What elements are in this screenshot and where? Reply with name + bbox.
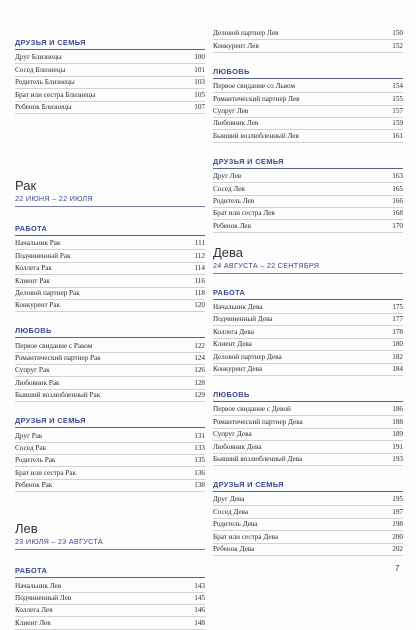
toc-entry[interactable]	[213, 208, 403, 220]
toc-entry-title: Романтический партнер Лев	[213, 94, 300, 103]
toc-entry-title: Конкурент Дева	[213, 365, 263, 374]
toc-entry-title: Брат или сестра Близнецы	[15, 90, 96, 99]
toc-entry-title: Романтический партнер Рак	[15, 354, 101, 363]
toc-entry[interactable]	[213, 544, 403, 556]
toc-entry[interactable]	[15, 64, 205, 76]
toc-entry[interactable]	[213, 314, 403, 326]
toc-entry-title: Конкурент Лев	[213, 41, 259, 50]
toc-entry[interactable]	[15, 617, 205, 629]
toc-entry[interactable]	[213, 326, 403, 338]
toc-entry-page: 184	[392, 365, 403, 374]
toc-entry-title: Ребенок Лев	[213, 221, 251, 230]
toc-entry[interactable]	[213, 339, 403, 351]
toc-entry-title: Коллега Лев	[15, 606, 53, 615]
toc-entry[interactable]	[213, 93, 403, 105]
toc-entry[interactable]	[213, 196, 403, 208]
toc-group	[15, 52, 205, 114]
sign-dates: 23 ИЮЛЯ – 23 АВГУСТА	[15, 537, 103, 547]
toc-entry-page: 101	[194, 65, 205, 74]
toc-entry[interactable]	[213, 28, 403, 40]
toc-group	[15, 580, 205, 630]
toc-entry-title: Сосед Дева	[213, 507, 249, 516]
toc-entry[interactable]	[15, 443, 205, 455]
toc-entry-title: Любовник Рак	[15, 378, 60, 387]
toc-entry[interactable]	[15, 340, 205, 352]
toc-entry-title: Начальник Дева	[213, 303, 263, 312]
toc-entry[interactable]	[213, 404, 403, 416]
toc-entry[interactable]	[213, 429, 403, 441]
section-heading: ДРУЗЬЯ И СЕМЬЯ	[15, 416, 86, 426]
toc-entry[interactable]	[15, 593, 205, 605]
toc-group	[213, 302, 403, 376]
toc-entry-page: 165	[392, 184, 403, 193]
toc-entry-title: Любовник Дева	[213, 442, 262, 451]
toc-entry-page: 146	[194, 606, 205, 615]
toc-entry[interactable]	[15, 353, 205, 365]
toc-entry-page: 155	[392, 94, 403, 103]
toc-entry[interactable]	[15, 275, 205, 287]
divider	[213, 168, 403, 169]
toc-entry-title: Первое свидание с Раком	[15, 341, 93, 350]
toc-entry-title: Начальник Рак	[15, 239, 61, 248]
toc-group	[213, 404, 403, 466]
toc-entry-page: 133	[194, 444, 205, 453]
toc-entry[interactable]	[213, 506, 403, 518]
toc-entry[interactable]	[15, 480, 205, 492]
toc-entry-title: Коллега Дева	[213, 327, 254, 336]
divider	[213, 491, 403, 492]
toc-entry[interactable]	[213, 81, 403, 93]
toc-entry[interactable]	[213, 40, 403, 52]
toc-entry-page: 103	[194, 78, 205, 87]
toc-entry-page: 138	[194, 481, 205, 490]
toc-entry[interactable]	[15, 263, 205, 275]
toc-entry-title: Родитель Рак	[15, 456, 56, 465]
toc-entry-title: Брат или сестра Дева	[213, 532, 279, 541]
toc-entry-page: 202	[392, 544, 403, 553]
toc-entry-title: Бывший возлюбленный Лев	[213, 131, 299, 140]
toc-entry-page: 166	[392, 196, 403, 205]
toc-entry-page: 105	[194, 90, 205, 99]
toc-entry-title: Романтический партнер Дева	[213, 417, 303, 426]
toc-entry-page: 178	[392, 327, 403, 336]
toc-entry[interactable]	[15, 89, 205, 101]
toc-entry-page: 197	[392, 507, 403, 516]
toc-entry-page: 126	[194, 366, 205, 375]
toc-entry-title: Любовник Лев	[213, 119, 259, 128]
toc-entry-page: 157	[392, 106, 403, 115]
toc-entry-title: Родитель Близнецы	[15, 78, 75, 87]
sign-dates: 22 ИЮНЯ – 22 ИЮЛЯ	[15, 193, 93, 203]
toc-entry[interactable]	[15, 288, 205, 300]
toc-entry[interactable]	[15, 390, 205, 402]
toc-entry-title: Подчиненный Дева	[213, 315, 273, 324]
toc-entry[interactable]	[15, 300, 205, 312]
section-heading: РАБОТА	[213, 287, 246, 297]
toc-entry-title: Ребенок Рак	[15, 481, 53, 490]
toc-entry-page: 116	[194, 276, 205, 285]
toc-entry-page: 131	[194, 431, 205, 440]
toc-entry-page: 180	[392, 340, 403, 349]
toc-entry-title: Деловой партнер Лев	[213, 29, 279, 38]
toc-entry[interactable]	[15, 455, 205, 467]
toc-entry-page: 186	[392, 405, 403, 414]
toc-entry-page: 188	[392, 417, 403, 426]
toc-entry-title: Клиент Лев	[15, 618, 51, 627]
sign-title: Лев	[15, 521, 38, 537]
toc-entry[interactable]	[213, 454, 403, 466]
toc-entry-title: Сосед Близнецы	[15, 65, 66, 74]
divider	[15, 337, 205, 338]
toc-entry-page: 100	[194, 53, 205, 62]
toc-group	[15, 340, 205, 402]
toc-entry-page: 193	[392, 454, 403, 463]
left-column	[15, 38, 205, 630]
toc-entry-page: 163	[392, 172, 403, 181]
toc-entry[interactable]	[213, 519, 403, 531]
toc-entry[interactable]	[15, 238, 205, 250]
toc-entry-page: 200	[392, 532, 403, 541]
divider	[213, 78, 403, 79]
toc-entry-page: 154	[392, 82, 403, 91]
toc-entry-page: 143	[194, 581, 205, 590]
toc-entry-title: Первое свидание со Львом	[213, 82, 296, 91]
toc-entry[interactable]	[213, 302, 403, 314]
toc-entry-page: 182	[392, 352, 403, 361]
toc-group	[213, 28, 403, 53]
section-heading: ЛЮБОВЬ	[213, 66, 250, 76]
toc-entry[interactable]	[15, 250, 205, 262]
section-heading: ЛЮБОВЬ	[213, 390, 250, 400]
section-heading: ДРУЗЬЯ И СЕМЬЯ	[213, 156, 284, 166]
toc-entry[interactable]	[15, 605, 205, 617]
toc-entry-page: 175	[392, 303, 403, 312]
toc-entry[interactable]	[213, 531, 403, 543]
toc-entry-page: 124	[194, 354, 205, 363]
toc-entry-page: 120	[194, 301, 205, 310]
toc-entry-page: 107	[194, 102, 205, 111]
toc-entry-page: 112	[194, 251, 205, 260]
toc-entry[interactable]	[213, 183, 403, 195]
toc-entry[interactable]	[15, 77, 205, 89]
divider	[15, 49, 205, 50]
section-heading: РАБОТА	[15, 566, 48, 576]
toc-entry-title: Друг Рак	[15, 431, 43, 440]
toc-entry-page: 128	[194, 378, 205, 387]
toc-entry-title: Бывший возлюбленный Дева	[213, 454, 303, 463]
divider	[15, 427, 205, 428]
toc-entry-title: Ребенок Дева	[213, 544, 255, 553]
toc-entry-title: Бывший возлюбленный Рак	[15, 391, 101, 400]
toc-entry[interactable]	[213, 364, 403, 376]
toc-entry-page: 198	[392, 520, 403, 529]
toc-group	[213, 81, 403, 143]
toc-entry-title: Брат или сестра Лев	[213, 209, 275, 218]
toc-entry-title: Супруг Рак	[15, 366, 50, 375]
toc-entry-page: 152	[392, 41, 403, 50]
toc-entry-title: Супруг Дева	[213, 430, 252, 439]
toc-entry[interactable]	[15, 365, 205, 377]
toc-entry-page: 136	[194, 468, 205, 477]
toc-entry[interactable]	[213, 441, 403, 453]
divider	[213, 299, 403, 300]
divider	[15, 235, 205, 236]
toc-entry-page: 161	[392, 131, 403, 140]
section-heading: ДРУЗЬЯ И СЕМЬЯ	[213, 479, 284, 489]
toc-entry[interactable]	[213, 494, 403, 506]
toc-entry-page: 177	[392, 315, 403, 324]
toc-group	[15, 238, 205, 312]
toc-entry[interactable]	[213, 351, 403, 363]
toc-entry[interactable]	[213, 171, 403, 183]
section-heading: ЛЮБОВЬ	[15, 326, 52, 336]
toc-entry[interactable]	[15, 52, 205, 64]
toc-entry-title: Подчиненный Рак	[15, 251, 71, 260]
toc-entry[interactable]	[213, 106, 403, 118]
toc-entry-page: 148	[194, 618, 205, 627]
toc-entry-title: Родитель Лев	[213, 196, 255, 205]
toc-group	[213, 171, 403, 233]
toc-entry-title: Подчиненный Лев	[15, 593, 72, 602]
toc-entry-title: Супруг Лев	[213, 106, 249, 115]
toc-entry-page: 114	[194, 264, 205, 273]
toc-entry-title: Ребенок Близнецы	[15, 102, 72, 111]
toc-entry-title: Друг Дева	[213, 495, 245, 504]
toc-entry-title: Клиент Рак	[15, 276, 50, 285]
toc-entry-title: Деловой партнер Дева	[213, 352, 282, 361]
toc-entry-title: Деловой партнер Рак	[15, 288, 80, 297]
section-heading: РАБОТА	[15, 223, 48, 233]
toc-entry[interactable]	[213, 118, 403, 130]
page-number: 7	[395, 564, 400, 573]
toc-entry[interactable]	[213, 416, 403, 428]
toc-entry-page: 195	[392, 495, 403, 504]
divider	[15, 577, 205, 578]
divider	[213, 401, 403, 402]
toc-entry[interactable]	[15, 102, 205, 114]
toc-entry-title: Сосед Лев	[213, 184, 245, 193]
toc-entry[interactable]	[15, 430, 205, 442]
toc-entry-page: 129	[194, 391, 205, 400]
toc-group	[15, 430, 205, 492]
toc-entry-title: Друг Близнецы	[15, 53, 62, 62]
toc-entry[interactable]	[213, 130, 403, 142]
toc-entry-page: 118	[194, 288, 205, 297]
toc-entry-title: Брат или сестра Рак	[15, 468, 77, 477]
toc-entry-title: Клиент Дева	[213, 340, 252, 349]
toc-entry-page: 168	[392, 209, 403, 218]
toc-group	[213, 494, 403, 556]
toc-entry-page: 170	[392, 221, 403, 230]
toc-entry-title: Начальник Лев	[15, 581, 62, 590]
toc-entry-page: 135	[194, 456, 205, 465]
right-column	[213, 28, 403, 556]
toc-entry-title: Коллега Рак	[15, 264, 52, 273]
toc-entry[interactable]	[15, 467, 205, 479]
sign-title: Рак	[15, 177, 37, 193]
sign-dates: 24 АВГУСТА – 22 СЕНТЯБРЯ	[213, 260, 320, 270]
toc-entry-title: Друг Лев	[213, 172, 242, 181]
toc-entry[interactable]	[15, 580, 205, 592]
toc-entry-title: Сосед Рак	[15, 444, 47, 453]
toc-entry-title: Конкурент Рак	[15, 301, 61, 310]
section-heading: ДРУЗЬЯ И СЕМЬЯ	[15, 38, 86, 47]
toc-entry-title: Родитель Дева	[213, 520, 258, 529]
toc-entry-page: 145	[194, 593, 205, 602]
toc-entry-page: 122	[194, 341, 205, 350]
toc-entry-page: 191	[392, 442, 403, 451]
toc-entry[interactable]	[213, 220, 403, 232]
sign-title: Дева	[213, 244, 244, 260]
toc-entry-page: 159	[392, 119, 403, 128]
toc-entry-page: 189	[392, 430, 403, 439]
toc-entry-page: 150	[392, 29, 403, 38]
toc-entry-page: 111	[194, 239, 205, 248]
toc-entry[interactable]	[15, 377, 205, 389]
toc-entry-title: Первое свидание с Девой	[213, 405, 291, 414]
